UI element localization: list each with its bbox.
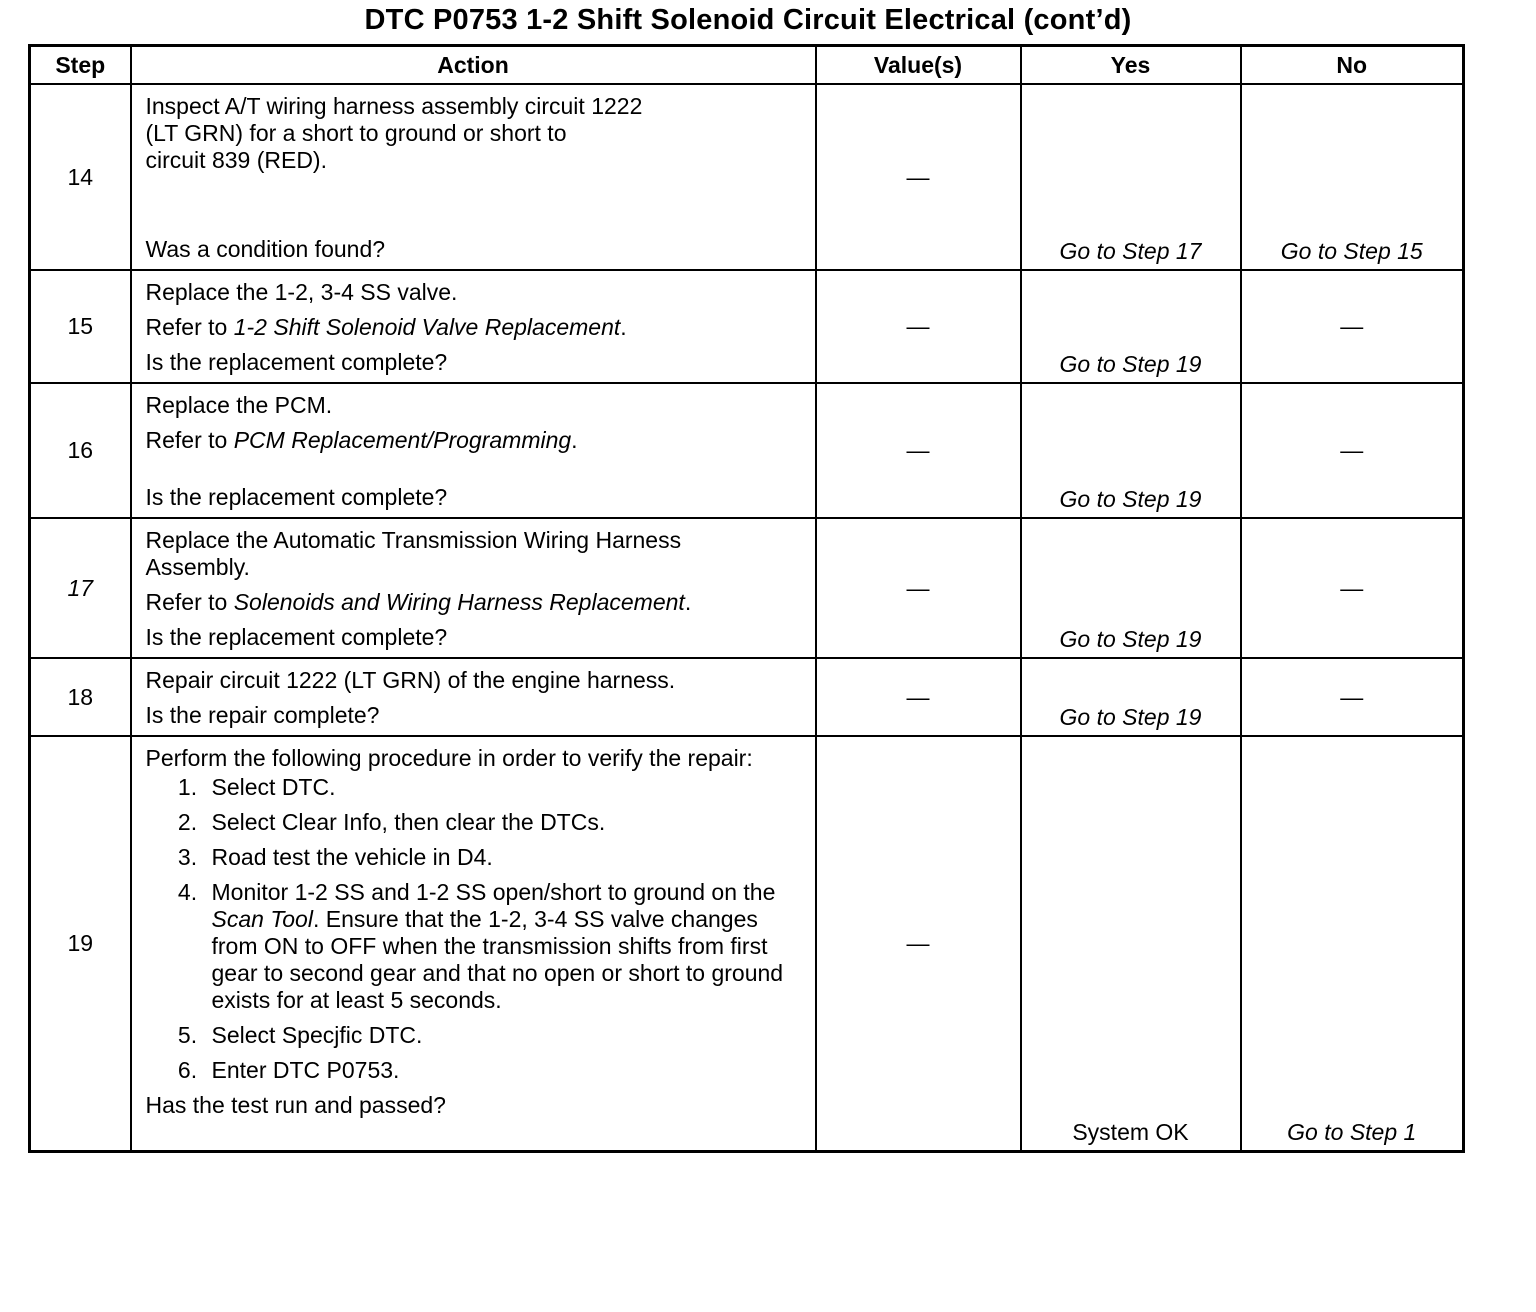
header-action: Action bbox=[131, 46, 816, 85]
action-text: Assembly. bbox=[145, 554, 250, 580]
action-cell bbox=[131, 270, 816, 383]
question-text: Is the repair complete? bbox=[145, 702, 380, 728]
table-row bbox=[30, 658, 1464, 736]
no-cell: Go to Step 15 bbox=[1241, 84, 1464, 270]
step-number: 14 bbox=[30, 84, 131, 270]
list-item: 5. Select Specjfic DTC. bbox=[204, 1022, 801, 1049]
refer-suffix: . bbox=[684, 589, 692, 615]
refer-title: Solenoids and Wiring Harness Replacement bbox=[233, 589, 685, 615]
page-title: DTC P0753 1-2 Shift Solenoid Circuit Electrical (cont’d) bbox=[364, 4, 1132, 36]
action-text: circuit 839 (RED). bbox=[145, 147, 327, 173]
action-cell bbox=[131, 518, 816, 658]
question-text: Is the replacement complete? bbox=[145, 624, 448, 650]
question-text: Is the replacement complete? bbox=[145, 349, 448, 375]
refer-suffix: . bbox=[571, 427, 578, 453]
table-row bbox=[30, 84, 1464, 270]
question-text: Was a condition found? bbox=[145, 236, 386, 262]
action-text: Replace the 1-2, 3-4 SS valve. bbox=[145, 279, 458, 305]
yes-cell: Go to Step 17 bbox=[1021, 84, 1241, 270]
action-text: Replace the PCM. bbox=[145, 392, 333, 418]
refer-title: PCM Replacement/Programming bbox=[233, 427, 572, 453]
yes-cell: System OK bbox=[1021, 736, 1241, 1151]
action-text: Repair circuit 1222 (LT GRN) of the engine harness. bbox=[145, 667, 676, 693]
diagnostic-table bbox=[28, 44, 1465, 1153]
step-number: 19 bbox=[30, 736, 131, 1151]
no-cell: — bbox=[1241, 658, 1464, 736]
action-text: Inspect A/T wiring harness assembly circuit 1222 bbox=[145, 93, 643, 119]
question-text: Is the replacement complete? bbox=[145, 484, 448, 510]
step-number: 15 bbox=[30, 270, 131, 383]
table-row bbox=[30, 518, 1464, 658]
list-item: 6. Enter DTC P0753. bbox=[204, 1057, 801, 1084]
value-cell: — bbox=[816, 84, 1021, 270]
action-cell bbox=[131, 383, 816, 518]
tool-name: Scan Tool bbox=[211, 906, 313, 932]
refer-prefix: Refer to bbox=[145, 427, 234, 453]
action-cell bbox=[131, 84, 816, 270]
step-number: 18 bbox=[30, 658, 131, 736]
action-text: (LT GRN) for a short to ground or short to bbox=[145, 120, 567, 146]
list-item: 2. Select Clear Info, then clear the DTCs. bbox=[204, 809, 801, 836]
step-number: 16 bbox=[30, 383, 131, 518]
step-number: 17 bbox=[30, 518, 131, 658]
no-cell: — bbox=[1241, 518, 1464, 658]
refer-suffix: . bbox=[620, 314, 627, 340]
list-item: 3. Road test the vehicle in D4. bbox=[204, 844, 801, 871]
value-cell: — bbox=[816, 383, 1021, 518]
no-cell: Go to Step 1 bbox=[1241, 736, 1464, 1151]
action-cell bbox=[131, 736, 816, 1151]
refer-line bbox=[146, 427, 801, 454]
no-cell: — bbox=[1241, 270, 1464, 383]
yes-cell: Go to Step 19 bbox=[1021, 383, 1241, 518]
refer-prefix: Refer to bbox=[145, 314, 234, 340]
question-text: Has the test run and passed? bbox=[145, 1092, 446, 1118]
list-item bbox=[204, 879, 801, 1014]
value-cell: — bbox=[816, 518, 1021, 658]
item-text: Monitor 1-2 SS and 1-2 SS open/short to ground on the bbox=[211, 879, 776, 905]
header-value: Value(s) bbox=[816, 46, 1021, 85]
header-row bbox=[30, 46, 1464, 85]
refer-prefix: Refer to bbox=[145, 589, 234, 615]
list-item: 1. Select DTC. bbox=[204, 774, 801, 801]
value-cell: — bbox=[816, 658, 1021, 736]
refer-line bbox=[146, 589, 801, 616]
no-cell: — bbox=[1241, 383, 1464, 518]
refer-line bbox=[146, 314, 801, 341]
yes-cell: Go to Step 19 bbox=[1021, 270, 1241, 383]
procedure-list bbox=[146, 774, 801, 1084]
action-cell bbox=[131, 658, 816, 736]
yes-cell: Go to Step 19 bbox=[1021, 518, 1241, 658]
table-row bbox=[30, 383, 1464, 518]
refer-title: 1-2 Shift Solenoid Valve Replacement bbox=[233, 314, 621, 340]
procedure-intro: Perform the following procedure in order to verify the repair: bbox=[145, 745, 753, 771]
header-no: No bbox=[1241, 46, 1464, 85]
yes-cell: Go to Step 19 bbox=[1021, 658, 1241, 736]
header-step: Step bbox=[30, 46, 131, 85]
header-yes: Yes bbox=[1021, 46, 1241, 85]
value-cell: — bbox=[816, 270, 1021, 383]
item-text: . Ensure that the 1-2, 3-4 SS valve changes from ON to OFF when the transmission shifts from first gear to second gear and that no open or short to ground exists for at least 5 seconds. bbox=[211, 906, 784, 1013]
table-row bbox=[30, 270, 1464, 383]
action-text: Replace the Automatic Transmission Wiring Harness bbox=[145, 527, 682, 553]
table-row bbox=[30, 736, 1464, 1151]
value-cell: — bbox=[816, 736, 1021, 1151]
